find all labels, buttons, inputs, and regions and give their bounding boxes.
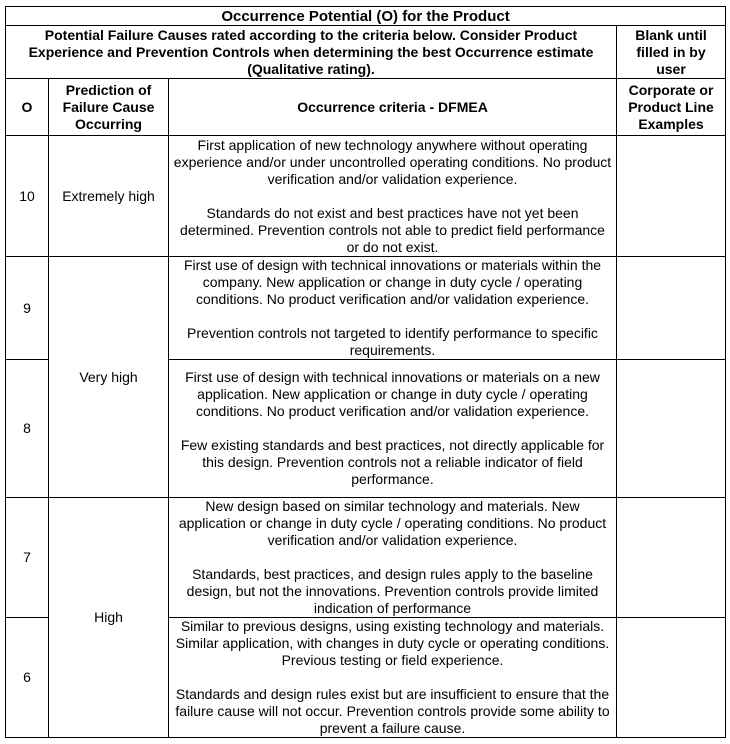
rank-cell: 8 (6, 360, 49, 498)
example-cell (617, 136, 726, 257)
rank-cell: 7 (6, 498, 49, 618)
table-row (6, 498, 726, 618)
criteria-cell (169, 498, 617, 618)
criteria-text: Standards and design rules exist but are insufficient to ensure that the failure cause will not occur. Prevention controls provide some ability to prevent a failure cause. (175, 686, 610, 736)
criteria-text: First use of design with technical innovations or materials on a new application. New application or change in duty cycle / operating conditions. No product verification and/or validation experience. (185, 369, 600, 419)
criteria-text: Similar to previous designs, using existing technology and materials. Similar application, with changes in duty cycle or operating conditions. Previous testing or field experience. (175, 618, 610, 668)
criteria-text: Prevention controls not targeted to identify performance to specific requirements. (187, 325, 598, 358)
example-cell (617, 498, 726, 618)
occurrence-table (5, 6, 726, 738)
criteria-text: First application of new technology anywhere without operating experience and/or under uncontrolled operating conditions. No product verification and/or validation experience. (173, 136, 612, 187)
rank-cell: 9 (6, 257, 49, 360)
criteria-cell (169, 360, 617, 498)
blank-note-cell: Blank until filled in by user (617, 26, 726, 79)
prediction-cell: Very high (49, 257, 169, 498)
criteria-cell (169, 618, 617, 738)
criteria-cell (169, 136, 617, 257)
rank-cell: 10 (6, 136, 49, 257)
table-title: Occurrence Potential (O) for the Product (6, 7, 726, 26)
table-row (6, 136, 726, 257)
header-criteria: Occurrence criteria - DFMEA (169, 79, 617, 136)
rank-cell: 6 (6, 618, 49, 738)
table-row (6, 257, 726, 360)
criteria-text: Few existing standards and best practices, not directly applicable for this design. Prevention controls not a reliable indicator of field performance. (180, 437, 605, 487)
header-o: O (6, 79, 49, 136)
prediction-cell: Extremely high (49, 136, 169, 257)
criteria-cell (169, 257, 617, 360)
example-cell (617, 257, 726, 360)
instructions-cell: Potential Failure Causes rated according to the criteria below. Consider Product Experience and Prevention Controls when determining the best Occurrence estimate (Qualitative rating). (6, 26, 617, 79)
example-cell (617, 360, 726, 498)
header-examples: Corporate or Product Line Examples (617, 79, 726, 136)
criteria-text: Standards do not exist and best practices have not yet been determined. Prevention controls not able to predict field performance or do not exist. (180, 204, 605, 255)
header-prediction: Prediction of Failure Cause Occurring (49, 79, 169, 136)
criteria-text: First use of design with technical innovations or materials within the company. New application or change in duty cycle / operating conditions. No product verification and/or validation experience. (183, 257, 602, 307)
criteria-text: Standards, best practices, and design rules apply to the baseline design, but not the innovations. Prevention controls provide limited indication of performance (186, 566, 599, 616)
criteria-text: New design based on similar technology and materials. New application or change in duty cycle / operating conditions. No product verification and/or validation experience. (178, 498, 607, 548)
example-cell (617, 618, 726, 738)
prediction-cell: High (49, 498, 169, 738)
